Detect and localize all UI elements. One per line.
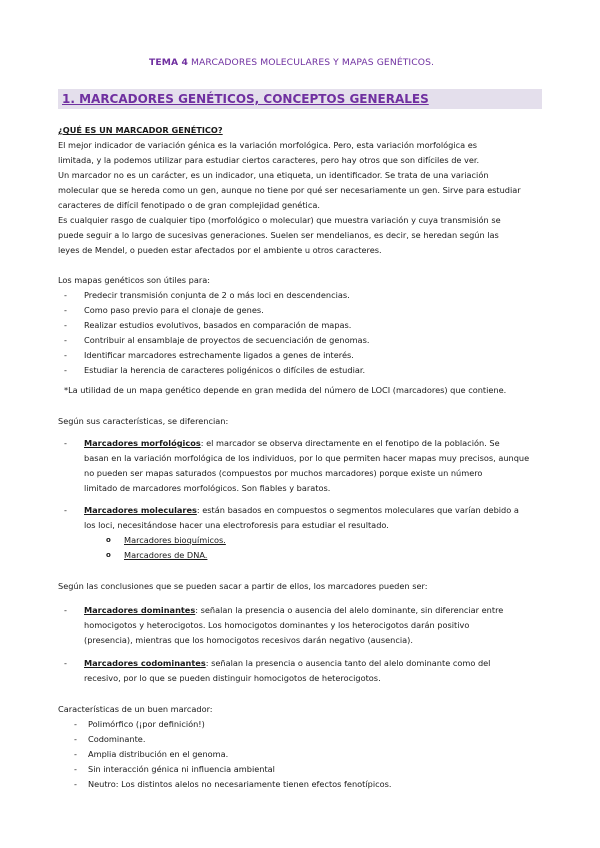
maps-list-item: Realizar estudios evolutivos, basados en comparación de mapas. [84,320,352,330]
maps-list-item: Como paso previo para el clonaje de genes. [84,305,264,315]
morphological-markers-line: no pueden ser mapas saturados (compuestos por muchos marcadores) porque existe un número [84,468,483,478]
dash-bullet: - [74,749,77,759]
dominant-markers-line: (presencia), mientras que los homocigotos recesivos darán negativo (ausencia). [84,635,413,645]
good-marker-item: Amplia distribución en el genoma. [88,749,229,759]
dash-bullet: - [64,505,67,515]
good-marker-intro: Características de un buen marcador: [58,704,213,714]
dash-bullet: - [64,365,67,375]
molecular-subtype: Marcadores de DNA. [124,550,208,560]
molecular-markers-term: Marcadores moleculares [84,505,197,515]
codominant-markers-text: : señalan la presencia o ausencia tanto del alelo dominante como del [205,658,491,668]
dash-bullet: - [74,719,77,729]
circle-bullet: o [106,536,111,544]
tema-label: TEMA 4 [149,57,188,68]
circle-bullet: o [106,551,111,559]
codominant-markers-term: Marcadores codominantes [84,658,206,668]
molecular-subtype: Marcadores bioquímicos. [124,535,226,545]
section-title: 1. MARCADORES GENÉTICOS, CONCEPTOS GENERALES [62,92,429,106]
molecular-markers-line: los loci, necesitándose hacer una electroforesis para estudiar el resultado. [84,520,389,530]
dominant-markers-item [84,605,503,615]
morphological-markers-text: : el marcador se observa directamente en el fenotipo de la población. Se [200,438,500,448]
dash-bullet: - [64,305,67,315]
intro-line: Un marcador no es un carácter, es un indicador, una etiqueta, un identificador. Se trata de una variación [58,170,489,180]
subheading: ¿QUÉ ES UN MARCADOR GENÉTICO? [58,125,223,135]
dash-bullet: - [64,438,67,448]
maps-list-item: Predecir transmisión conjunta de 2 o más loci en descendencias. [84,290,350,300]
dash-bullet: - [64,320,67,330]
morphological-markers-line: basan en la variación morfológica de los individuos, por lo que permiten hacer mapas muy precisos, aunque [84,453,530,463]
characteristics-intro: Según sus características, se diferencian: [58,416,229,426]
intro-line: limitada, y la podemos utilizar para estudiar ciertos caracteres, pero hay otros que son difíciles de ver. [58,155,480,165]
dash-bullet: - [74,764,77,774]
conclusions-intro: Según las conclusiones que se pueden sacar a partir de ellos, los marcadores pueden ser: [58,581,428,591]
title-text: MARCADORES MOLECULARES Y MAPAS GENÉTICOS. [188,57,435,68]
maps-list-item: Estudiar la herencia de caracteres poligénicos o difíciles de estudiar. [84,365,366,375]
intro-line: El mejor indicador de variación génica es la variación morfológica. Pero, esta variación morfológica es [58,140,478,150]
dash-bullet: - [64,350,67,360]
intro-line: molecular que se hereda como un gen, aunque no tiene por qué ser necesariamente un gen. Sirve para estudiar [58,185,521,195]
dash-bullet: - [74,734,77,744]
morphological-markers-line: limitado de marcadores morfológicos. Son fiables y baratos. [84,483,331,493]
dominant-markers-line: homocigotos y heterocigotos. Los homocigotos dominantes y los heterocigotos darán positivo [84,620,470,630]
maps-list-item: Identificar marcadores estrechamente ligados a genes de interés. [84,350,354,360]
maps-list-item: Contribuir al ensamblaje de proyectos de secuenciación de genomas. [84,335,370,345]
dominant-markers-text: : señalan la presencia o ausencia del alelo dominante, sin diferenciar entre [195,605,504,615]
good-marker-item: Polimórfico (¡por definición!) [88,719,205,729]
molecular-markers-item [84,505,519,515]
morphological-markers-item [84,438,500,448]
dominant-markers-term: Marcadores dominantes [84,605,196,615]
dash-bullet: - [64,290,67,300]
maps-intro: Los mapas genéticos son útiles para: [58,275,210,285]
intro-line: leyes de Mendel, o pueden estar afectados por el ambiente u otros caracteres. [58,245,382,255]
morphological-markers-term: Marcadores morfológicos [84,438,201,448]
dash-bullet: - [64,658,67,668]
intro-line: caracteres de difícil fenotipado o de gran complejidad genética. [58,200,320,210]
dash-bullet: - [64,335,67,345]
dash-bullet: - [64,605,67,615]
codominant-markers-line: recesivo, por lo que se pueden distinguir homocigotos de heterocigotos. [84,673,381,683]
codominant-markers-item [84,658,490,668]
good-marker-item: Sin interacción génica ni influencia ambiental [88,764,275,774]
intro-line: puede seguir a lo largo de sucesivas generaciones. Suelen ser mendelianos, es decir, se heredan según las [58,230,499,240]
molecular-markers-text: : están basados en compuestos o segmentos moleculares que varían debido a [196,505,519,515]
maps-note: *La utilidad de un mapa genético depende en gran medida del número de LOCI (marcadores) que contiene. [64,385,507,395]
good-marker-item: Neutro: Los distintos alelos no necesariamente tienen efectos fenotípicos. [88,779,392,789]
dash-bullet: - [74,779,77,789]
document-title [149,57,434,68]
good-marker-item: Codominante. [88,734,146,744]
intro-line: Es cualquier rasgo de cualquier tipo (morfológico o molecular) que muestra variación y cuya transmisión se [58,215,501,225]
